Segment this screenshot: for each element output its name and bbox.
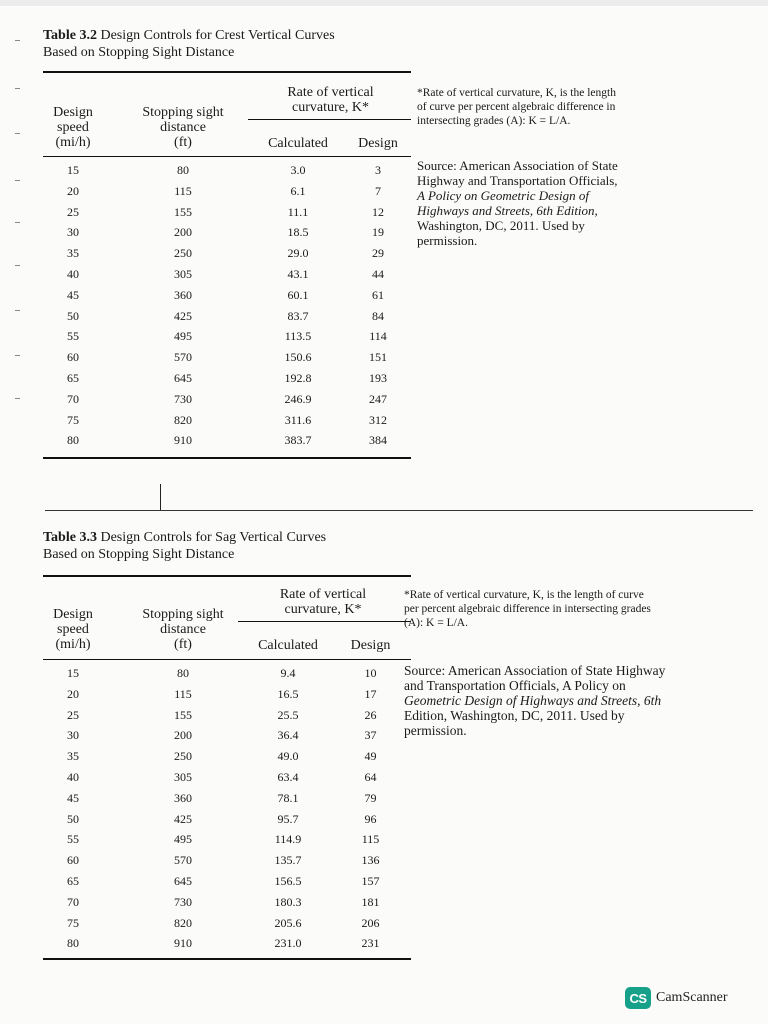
table-cell: 43.1 xyxy=(287,267,309,281)
table-cell: 3.0 xyxy=(290,163,306,177)
table-cell: 35 xyxy=(67,246,79,261)
table-cell: 45 xyxy=(67,790,79,805)
margin-mark xyxy=(15,265,20,266)
caption-line-1: Design Controls for Sag Vertical Curves xyxy=(100,530,327,545)
table-cell: 247 xyxy=(369,391,387,406)
header-design-speed: Design speed (mi/h) xyxy=(53,105,93,150)
table-cell: 150.6 xyxy=(284,350,312,365)
table-cell: 50 xyxy=(67,811,79,826)
page-top-edge xyxy=(0,0,768,6)
caption-line-1: Design Controls for Crest Vertical Curves xyxy=(100,28,335,43)
table-cell: 83.7 xyxy=(287,308,309,323)
header-stopping-sight-distance: Stopping sight distance (ft) xyxy=(142,105,224,150)
table-cell: 425 xyxy=(174,308,192,323)
table-cell: 11.1 xyxy=(287,204,309,219)
table-cell: 36.4 xyxy=(277,728,299,743)
table-cell: 114 xyxy=(369,329,387,344)
margin-mark xyxy=(15,40,20,41)
table-cell: 250 xyxy=(174,246,192,261)
table-number: Table 3.3 xyxy=(43,530,97,545)
table-cell: 79 xyxy=(364,790,377,805)
table-cell: 3 xyxy=(375,163,381,177)
table-cell: 40 xyxy=(67,770,79,784)
table-cell: 360 xyxy=(174,287,192,302)
table-cell: 155 xyxy=(174,707,192,722)
camscanner-logo-icon: CS xyxy=(625,987,651,1009)
table-cell: 61 xyxy=(372,287,384,302)
page-fold-mark xyxy=(160,484,161,510)
table-cell: 40 xyxy=(67,267,79,281)
table-cell: 80 xyxy=(177,163,189,177)
caption-line-2: Based on Stopping Sight Distance xyxy=(43,45,235,60)
table-cell: 65 xyxy=(67,371,79,385)
table-cell: 312 xyxy=(369,412,387,427)
table-cell: 192.8 xyxy=(284,371,312,385)
table-cell: 20 xyxy=(67,686,79,701)
table-number: Table 3.2 xyxy=(43,28,97,43)
table-cell: 136 xyxy=(361,853,380,868)
caption-line-2: Based on Stopping Sight Distance xyxy=(43,547,235,562)
table-cell: 25 xyxy=(67,707,79,722)
top-rule xyxy=(43,575,411,577)
table-cell: 157 xyxy=(361,874,380,888)
table-cell: 246.9 xyxy=(284,391,312,406)
table-cell: 383.7 xyxy=(284,433,312,448)
header-bottom-rule xyxy=(43,156,411,157)
table-cell: 49.0 xyxy=(277,749,299,764)
subheader-rule xyxy=(248,119,411,120)
table-caption xyxy=(43,529,326,563)
table-cell: 49 xyxy=(364,749,377,764)
table-cell: 156.5 xyxy=(274,874,302,888)
margin-mark xyxy=(15,398,20,399)
table-cell: 910 xyxy=(174,433,192,448)
table-cell: 80 xyxy=(67,936,79,951)
header-bottom-rule xyxy=(43,659,411,660)
table-cell: 200 xyxy=(174,728,192,743)
header-calculated: Calculated xyxy=(268,136,328,151)
table-cell: 37 xyxy=(364,728,377,743)
table-cell: 6.1 xyxy=(290,183,306,198)
table-cell: 645 xyxy=(174,371,192,385)
table-cell: 29 xyxy=(372,246,384,261)
table-cell: 84 xyxy=(372,308,384,323)
table-cell: 75 xyxy=(67,915,79,930)
table-cell: 495 xyxy=(174,832,192,847)
camscanner-watermark xyxy=(625,987,728,1009)
table-cell: 26 xyxy=(364,707,377,722)
table-cell: 151 xyxy=(369,350,387,365)
table-caption xyxy=(43,27,335,61)
table-cell: 205.6 xyxy=(274,915,302,930)
table-cell: 425 xyxy=(174,811,192,826)
table-cell: 114.9 xyxy=(274,832,302,847)
table-3-2-source: Source: American Association of State Highway and Transportation Officials, A Policy on Geometric Design of Highways and Streets, 6th Edition, Washington, DC, 2011. Used by permission. xyxy=(417,158,618,248)
table-cell: 75 xyxy=(67,412,79,427)
table-cell: 55 xyxy=(67,329,79,344)
bottom-rule xyxy=(43,457,411,459)
table-cell: 113.5 xyxy=(284,329,312,344)
table-cell: 45 xyxy=(67,287,79,302)
table-cell: 65 xyxy=(67,874,79,888)
table-cell: 63.4 xyxy=(277,770,299,784)
table-cell: 115 xyxy=(361,832,380,847)
table-cell: 305 xyxy=(174,267,192,281)
camscanner-label: CamScanner xyxy=(656,990,728,1005)
table-3-3-source: Source: American Association of State Highway and Transportation Officials, A Policy on Geometric Design of Highways and Streets, 6th Edition, Washington, DC, 2011. Used by permission. xyxy=(404,663,666,738)
table-cell: 78.1 xyxy=(277,790,299,805)
table-cell: 206 xyxy=(361,915,380,930)
table-cell: 305 xyxy=(174,770,192,784)
table-cell: 115 xyxy=(174,183,192,198)
table-cell: 193 xyxy=(369,371,387,385)
table-cell: 25 xyxy=(67,204,79,219)
table-cell: 96 xyxy=(364,811,377,826)
table-cell: 60 xyxy=(67,350,79,365)
header-rate-of-curvature: Rate of vertical curvature, K* xyxy=(287,85,374,115)
table-cell: 7 xyxy=(375,183,381,198)
section-divider xyxy=(45,510,753,511)
header-design: Design xyxy=(358,136,398,151)
table-cell: 18.5 xyxy=(287,225,309,240)
table-cell: 311.6 xyxy=(284,412,312,427)
bottom-rule xyxy=(43,958,411,960)
margin-mark xyxy=(15,355,20,356)
table-cell: 70 xyxy=(67,894,79,909)
header-design-speed: Design speed (mi/h) xyxy=(53,607,93,652)
table-cell: 20 xyxy=(67,183,79,198)
table-cell: 64 xyxy=(364,770,377,784)
table-cell: 17 xyxy=(364,686,377,701)
table-3-3-footnote: *Rate of vertical curvature, K, is the length of curve per percent algebraic difference in intersecting grades (A): K = L/A. xyxy=(404,589,651,629)
table-cell: 60.1 xyxy=(287,287,309,302)
table-cell: 80 xyxy=(177,666,189,680)
table-cell: 495 xyxy=(174,329,192,344)
header-design: Design xyxy=(350,638,391,653)
table-cell: 30 xyxy=(67,728,79,743)
table-cell: 16.5 xyxy=(277,686,299,701)
table-cell: 730 xyxy=(174,894,192,909)
table-cell: 95.7 xyxy=(277,811,299,826)
header-stopping-sight-distance: Stopping sight distance (ft) xyxy=(142,607,224,652)
table-cell: 12 xyxy=(372,204,384,219)
table-cell: 231 xyxy=(361,936,380,951)
table-cell: 645 xyxy=(174,874,192,888)
table-cell: 570 xyxy=(174,350,192,365)
top-rule xyxy=(43,71,411,73)
table-cell: 15 xyxy=(67,666,79,680)
table-cell: 820 xyxy=(174,412,192,427)
table-cell: 70 xyxy=(67,391,79,406)
table-cell: 25.5 xyxy=(277,707,299,722)
table-cell: 820 xyxy=(174,915,192,930)
table-cell: 29.0 xyxy=(287,246,309,261)
table-cell: 44 xyxy=(372,267,384,281)
table-cell: 135.7 xyxy=(274,853,302,868)
table-cell: 9.4 xyxy=(280,666,296,680)
table-cell: 180.3 xyxy=(274,894,302,909)
table-cell: 60 xyxy=(67,853,79,868)
table-cell: 115 xyxy=(174,686,192,701)
table-cell: 50 xyxy=(67,308,79,323)
table-cell: 730 xyxy=(174,391,192,406)
table-3-2-footnote: *Rate of vertical curvature, K, is the length of curve per percent algebraic difference in intersecting grades (A): K = L/A. xyxy=(417,87,616,127)
table-cell: 360 xyxy=(174,790,192,805)
header-rate-of-curvature: Rate of vertical curvature, K* xyxy=(279,587,367,617)
margin-mark xyxy=(15,133,20,134)
table-cell: 80 xyxy=(67,433,79,448)
table-cell: 15 xyxy=(67,163,79,177)
table-cell: 30 xyxy=(67,225,79,240)
subheader-rule xyxy=(238,621,411,622)
table-cell: 231.0 xyxy=(274,936,302,951)
table-cell: 19 xyxy=(372,225,384,240)
table-cell: 35 xyxy=(67,749,79,764)
margin-mark xyxy=(15,88,20,89)
table-cell: 10 xyxy=(364,666,377,680)
table-cell: 570 xyxy=(174,853,192,868)
margin-mark xyxy=(15,180,20,181)
margin-mark xyxy=(15,310,20,311)
table-cell: 55 xyxy=(67,832,79,847)
table-cell: 250 xyxy=(174,749,192,764)
table-cell: 181 xyxy=(361,894,380,909)
header-calculated: Calculated xyxy=(258,638,318,653)
margin-mark xyxy=(15,222,20,223)
table-cell: 155 xyxy=(174,204,192,219)
table-cell: 200 xyxy=(174,225,192,240)
table-cell: 384 xyxy=(369,433,387,448)
table-cell: 910 xyxy=(174,936,192,951)
